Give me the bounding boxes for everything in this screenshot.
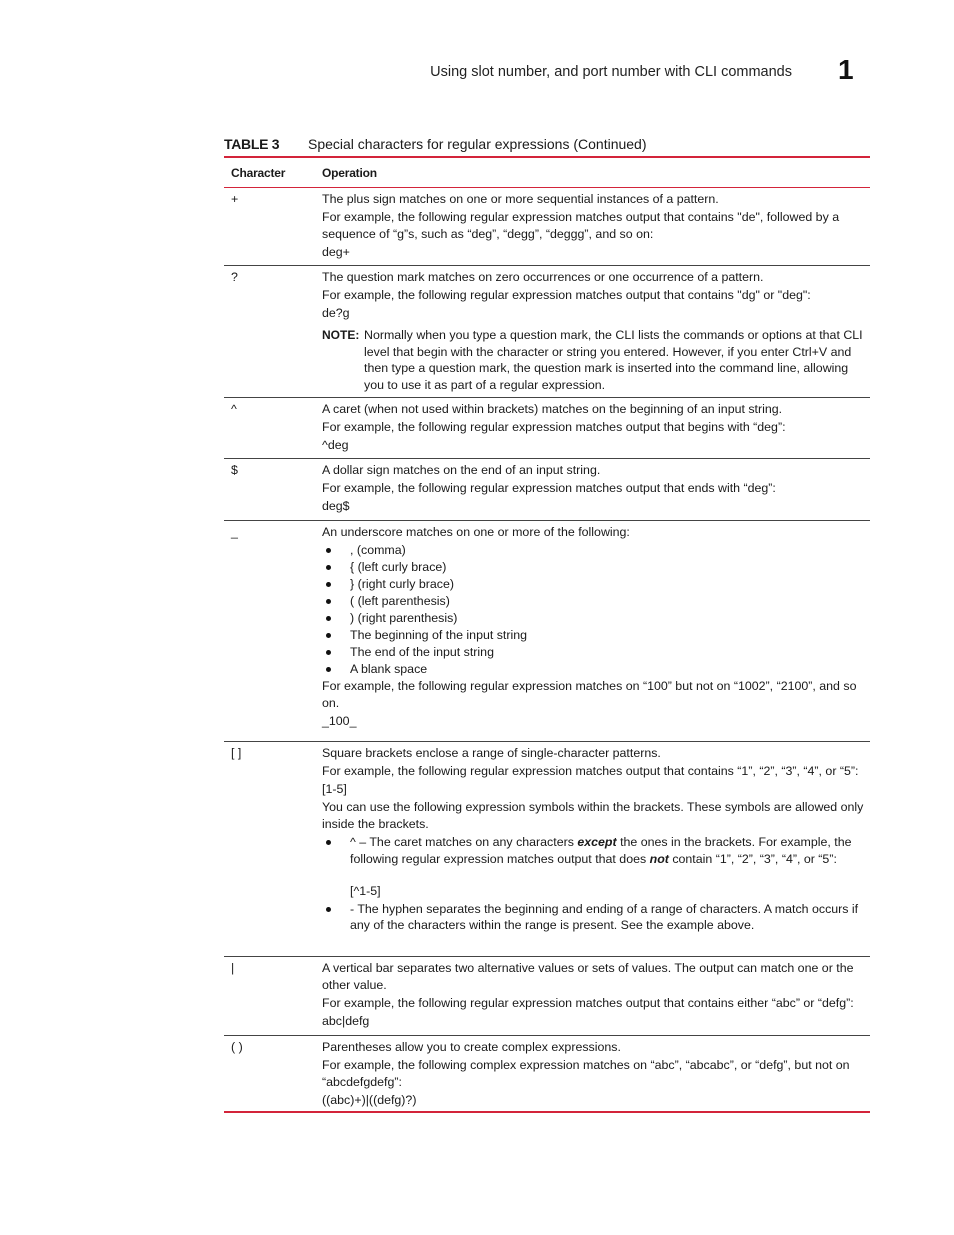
list-item-text: ( (left parenthesis) <box>350 594 450 608</box>
description: A vertical bar separates two alternative values or sets of values. The output can match one or the other value. <box>322 961 854 992</box>
row-operation <box>322 398 870 458</box>
row-character: ? <box>231 270 238 284</box>
symbols-intro: You can use the following expression symbols within the brackets. These symbols are allowed only inside the brackets. <box>322 800 864 831</box>
list-item-text: A blank space <box>350 662 428 676</box>
row-operation <box>322 1036 870 1111</box>
column-header-operation: Operation <box>322 165 377 180</box>
example-code: deg+ <box>322 245 350 259</box>
example-code: abc|defg <box>322 1014 370 1028</box>
list-item <box>322 559 866 576</box>
bullet-icon <box>326 582 331 587</box>
bullet-icon <box>326 840 331 845</box>
row-character: | <box>231 961 235 975</box>
symbol-list <box>322 834 866 934</box>
bullet-list <box>322 542 866 678</box>
example-code: ^deg <box>322 438 349 452</box>
list-item-text: , (comma) <box>350 543 406 557</box>
list-item <box>322 610 866 627</box>
table-row-pipe <box>224 957 870 1036</box>
example-text: For example, the following complex expression matches on “abc”, “abcabc”, or “defg”, but not on “abcdefgdefg”: <box>322 1058 850 1089</box>
bullet-icon <box>326 667 331 672</box>
table-row-question <box>224 266 870 398</box>
bullet-icon <box>326 907 331 912</box>
list-item <box>322 627 866 644</box>
bullet-icon <box>326 633 331 638</box>
description: An underscore matches on one or more of the following: <box>322 525 630 539</box>
list-item <box>322 661 866 678</box>
description: Parentheses allow you to create complex expressions. <box>322 1040 621 1054</box>
list-item-text: ) (right parenthesis) <box>350 611 458 625</box>
bullet-icon <box>326 599 331 604</box>
list-item-text: - The hyphen separates the beginning and ending of a range of characters. A match occurs if any of the characters within the range is present. See the example above. <box>350 901 859 932</box>
table-title: Special characters for regular expressions (Continued) <box>308 136 647 152</box>
table-caption <box>224 136 870 156</box>
bullet-icon <box>326 548 331 553</box>
table-row-dollar <box>224 459 870 521</box>
row-character: ^ <box>231 402 237 416</box>
example-text: For example, the following regular expression matches on “100” but not on “1002”, “2100”, and so on. <box>322 679 857 710</box>
example-code: [^1-5] <box>350 884 381 898</box>
list-item-text: { (left curly brace) <box>350 560 447 574</box>
column-header-character: Character <box>231 165 286 180</box>
row-operation <box>322 188 870 265</box>
note <box>322 327 866 393</box>
list-item-text: The end of the input string <box>350 645 494 659</box>
example-code: de?g <box>322 306 350 320</box>
special-characters-table <box>224 156 870 1113</box>
example-text: For example, the following regular expression matches output that contains "dg" or "deg": <box>322 288 811 302</box>
example-text: For example, the following regular expression matches output that contains "de", followed by a sequence of “g”s, such as “deg”, “degg”, “deggg”, and so on: <box>322 210 840 241</box>
example-code: deg$ <box>322 499 350 513</box>
example-code: [1-5] <box>322 782 347 796</box>
list-item <box>322 834 866 900</box>
description: A caret (when not used within brackets) matches on the beginning of an input string. <box>322 402 783 416</box>
emphasis-not: not <box>649 851 669 866</box>
chapter-number: 1 <box>838 54 854 85</box>
example-text: For example, the following regular expression matches output that contains “1”, “2”, “3”, “4”, or “5”: <box>322 764 859 778</box>
description: The question mark matches on zero occurrences or one occurrence of a pattern. <box>322 270 764 284</box>
table-row-caret <box>224 398 870 459</box>
emphasis-except: except <box>577 835 617 849</box>
row-operation <box>322 459 870 520</box>
list-item <box>322 644 866 661</box>
row-character: _ <box>231 525 238 539</box>
description: Square brackets enclose a range of single-character patterns. <box>322 746 661 760</box>
table-row-plus <box>224 188 870 266</box>
bullet-icon <box>326 650 331 655</box>
description: The plus sign matches on one or more sequential instances of a pattern. <box>322 192 719 206</box>
table-header-row <box>224 158 870 188</box>
row-operation <box>322 521 870 741</box>
row-character: + <box>231 192 239 206</box>
table-row-underscore <box>224 521 870 742</box>
table-row-brackets <box>224 742 870 957</box>
example-text: For example, the following regular expression matches output that contains either “abc” or “defg”: <box>322 996 854 1010</box>
row-operation <box>322 957 870 1035</box>
list-item <box>322 576 866 593</box>
row-character: [ ] <box>231 746 242 760</box>
row-operation <box>322 266 870 397</box>
list-item-text: ^ – The caret matches on any characters except the ones in the brackets. For example, the following regular expression matches output that does not contain “1”, “2”, “3”, “4”, or “5”: <box>350 835 852 866</box>
table-label: TABLE 3 <box>224 136 280 152</box>
running-header: Using slot number, and port number with CLI commands <box>430 64 792 80</box>
bullet-icon <box>326 565 331 570</box>
bullet-icon <box>326 616 331 621</box>
list-item-text: } (right curly brace) <box>350 577 454 591</box>
description: A dollar sign matches on the end of an input string. <box>322 463 601 477</box>
example-code: _100_ <box>322 714 357 728</box>
note-text: Normally when you type a question mark, the CLI lists the commands or options at that CLI level that begin with the character or string you entered. However, if you enter Ctrl+V and then type a question mark, the question mark is inserted into the command line, allowing you to use it as part of a regular expression. <box>364 328 863 392</box>
list-item <box>322 901 866 934</box>
list-item-text: The beginning of the input string <box>350 628 528 642</box>
list-item <box>322 542 866 559</box>
row-character: ( ) <box>231 1040 243 1054</box>
example-text: For example, the following regular expression matches output that ends with “deg”: <box>322 481 776 495</box>
row-operation <box>322 742 870 956</box>
row-character: $ <box>231 463 238 477</box>
list-item <box>322 593 866 610</box>
example-text: For example, the following regular expression matches output that begins with “deg”: <box>322 420 786 434</box>
table-row-parens <box>224 1036 870 1111</box>
example-code: ((abc)+)|((defg)?) <box>322 1093 417 1107</box>
note-label: NOTE: <box>322 328 360 342</box>
